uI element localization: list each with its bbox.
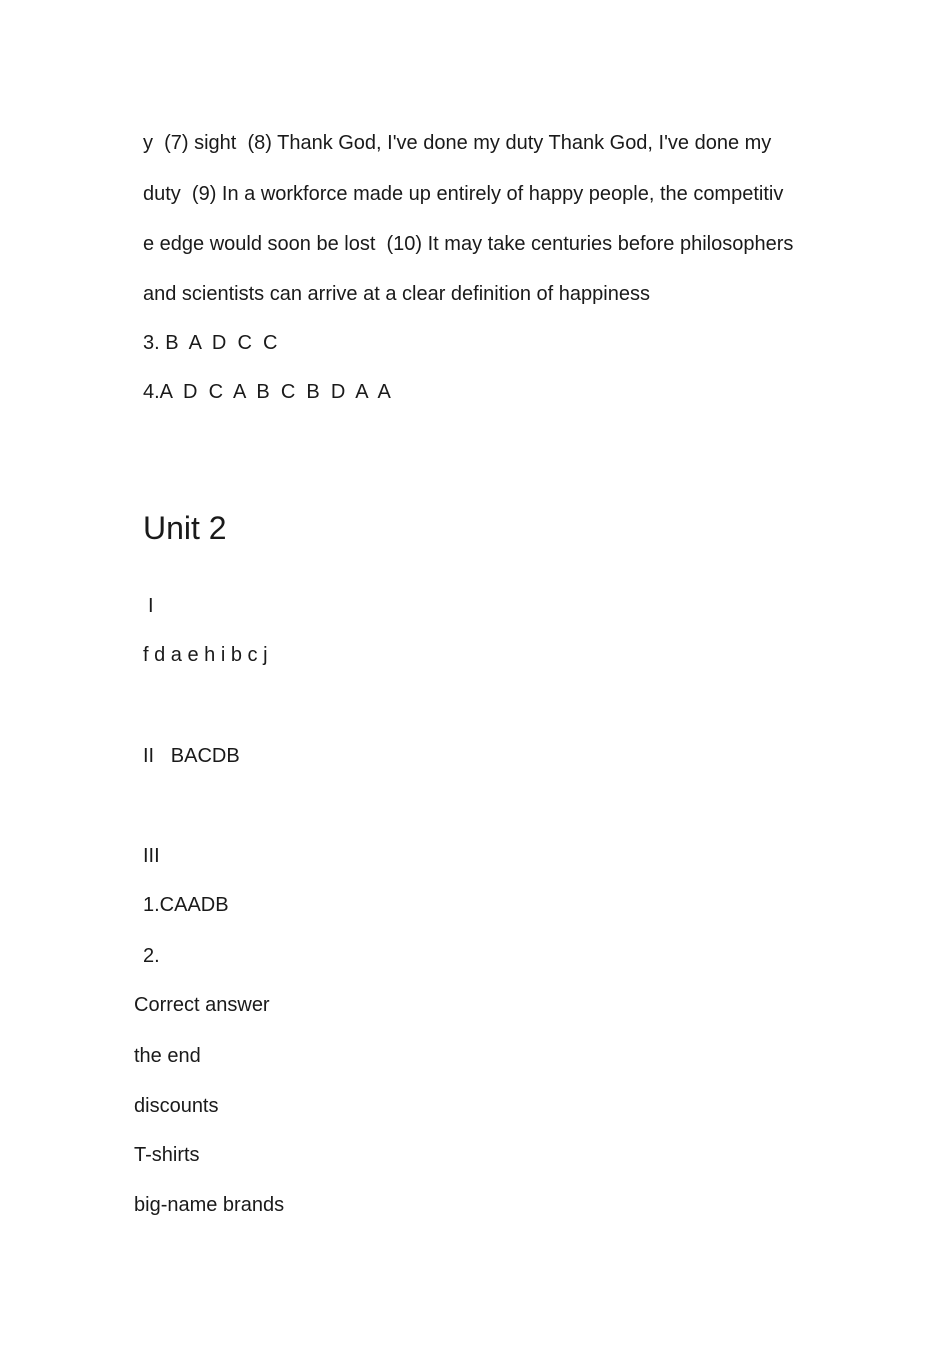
section-1-answers: f d a e h i b c j <box>143 644 268 666</box>
answer-list-item: discounts <box>134 1095 219 1117</box>
paragraph-line-3: e edge would soon be lost (10) It may take centuries before philosophers <box>143 233 794 255</box>
answer-list-item: Correct answer <box>134 994 270 1016</box>
answer-list-item: big-name brands <box>134 1194 285 1216</box>
unit-2-heading: Unit 2 <box>143 510 227 546</box>
section-2-answers: II BACDB <box>143 745 240 767</box>
section-3-q1: 1.CAADB <box>143 894 229 916</box>
paragraph-line-2: duty (9) In a workforce made up entirely of happy people, the competitiv <box>143 183 784 205</box>
section-3-q2-label: 2. <box>143 945 160 967</box>
section-1-label: I <box>148 595 154 617</box>
answer-list-item: the end <box>134 1045 201 1067</box>
answer-list-item: T-shirts <box>134 1144 200 1166</box>
paragraph-line-4: and scientists can arrive at a clear definition of happiness <box>143 283 650 305</box>
answer-q3: 3. B A D C C <box>143 332 278 354</box>
paragraph-line-1: y (7) sight (8) Thank God, I've done my duty Thank God, I've done my <box>143 132 772 154</box>
section-3-label: III <box>143 845 160 867</box>
answer-q4: 4.A D C A B C B D A A <box>143 381 391 403</box>
